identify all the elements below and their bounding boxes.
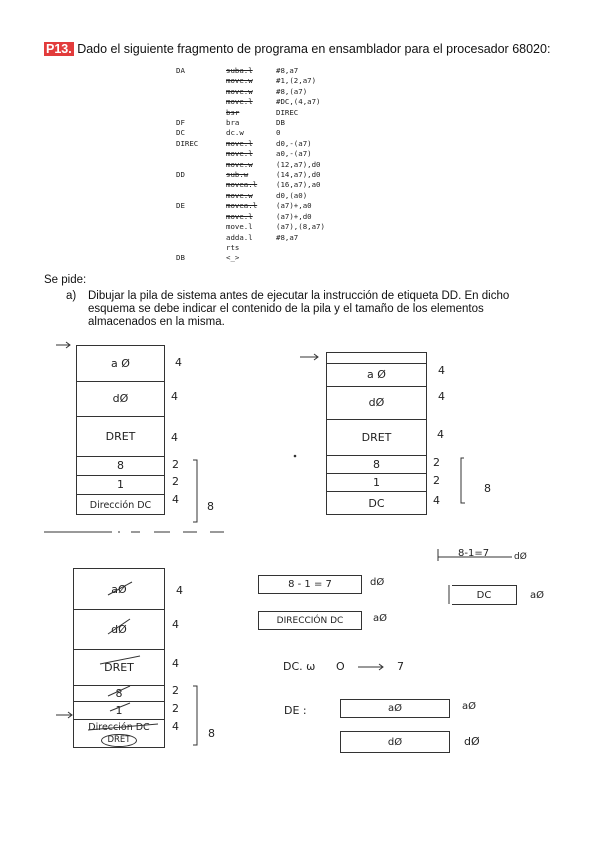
note-calc-mid-reg: dØ [370, 577, 385, 588]
code-op: <_> [226, 253, 240, 263]
code-op: move.w [226, 159, 253, 169]
stack1-size-5: 4 [172, 493, 179, 506]
stack3-size-2: 4 [172, 657, 179, 670]
note-calc-top: 8-1=7 [458, 548, 490, 559]
code-op: move.w [226, 76, 253, 86]
question-intro: Se pide: [44, 274, 87, 286]
stack1-size-1: 4 [171, 390, 178, 403]
note-dir-box: DIRECCIÓN DC [258, 611, 362, 630]
stack1-size-2: 4 [171, 431, 178, 444]
stack1-cell-d0: dØ [77, 381, 164, 417]
code-op: movea.l [226, 201, 258, 211]
code-op: move.l [226, 97, 253, 107]
stack2-size-3: 2 [433, 456, 440, 469]
code-op: move.l [226, 149, 253, 159]
stack2-cell-dret: DRET [327, 419, 426, 456]
note-de-box2: dØ [340, 731, 450, 753]
note-dcw-from: O [336, 660, 345, 673]
note-dc-box: DC [452, 585, 517, 605]
stack3-size-1: 4 [172, 618, 179, 631]
stack2-pointer-arrow [300, 354, 318, 360]
stack3-cell-dret: DRET [74, 649, 164, 686]
stack3-size-5: 4 [172, 720, 179, 733]
code-op: move.l [226, 138, 253, 148]
code-op: bsr [226, 107, 240, 117]
stack2-cell-1: 1 [327, 473, 426, 492]
code-args: d0,(a0) [276, 190, 308, 200]
stack1-size-0: 4 [175, 356, 182, 369]
code-label: DB [176, 253, 185, 263]
stack2-cell-a0: a Ø [327, 363, 426, 387]
stack3-strike-8 [108, 686, 130, 696]
code-op: adda.l [226, 232, 253, 242]
question-item-letter: a) [66, 290, 77, 302]
code-op: dc.w [226, 128, 244, 138]
code-args: DB [276, 118, 285, 128]
code-label: DD [176, 170, 185, 180]
problem-number: P13. [46, 42, 72, 56]
stack3-cell-d0: dØ [74, 609, 164, 650]
stack3-bracket-label: 8 [208, 727, 215, 740]
code-op: movea.l [226, 180, 258, 190]
note-dir-box-reg: aØ [373, 613, 387, 624]
note-calc-mid-box: 8 - 1 = 7 [258, 575, 362, 594]
stack2-size-5: 4 [433, 494, 440, 507]
code-args: #DC,(4,a7) [276, 97, 321, 107]
stack3-pointer-arrow [56, 712, 72, 718]
stack1-cell-8: 8 [77, 456, 164, 476]
stack3-cell-1: 1 [74, 701, 164, 720]
stack3-strike-1 [110, 703, 130, 711]
note-de-reg2: dØ [464, 735, 480, 748]
stack2-size-4: 2 [433, 474, 440, 487]
stack3-size-0: 4 [176, 584, 183, 597]
code-op: move.w [226, 190, 253, 200]
code-op: sub.w [226, 170, 249, 180]
code-args: #8,a7 [276, 66, 299, 75]
stack2-size-1: 4 [438, 390, 445, 403]
code-op: move.l [226, 222, 253, 232]
stack1-bracket [193, 460, 197, 522]
question-line-3: almacenados en la misma. [88, 316, 225, 328]
code-args: 0 [276, 128, 281, 138]
code-label: DA [176, 66, 185, 75]
stack3-bracket [193, 686, 197, 745]
note-de-label: DE : [284, 704, 307, 717]
stack2-cell-8: 8 [327, 455, 426, 474]
note-dcw-to: 7 [397, 660, 404, 673]
stack3-cell-8: 8 [74, 685, 164, 702]
stack3-cell-a0: aØ [74, 569, 164, 610]
stack1-bracket-label: 8 [207, 500, 214, 513]
stack1-cell-1: 1 [77, 475, 164, 495]
dcw-arrow [358, 664, 383, 670]
code-label: DIREC [176, 138, 199, 148]
code-label: DE [176, 201, 185, 211]
stack2-size-2: 4 [437, 428, 444, 441]
code-args: (14,a7),d0 [276, 170, 321, 180]
stack2-bracket-label: 8 [484, 482, 491, 495]
code-args: #8,a7 [276, 232, 299, 242]
code-op: bra [226, 118, 240, 128]
note-de-reg1: aØ [462, 701, 476, 712]
code-args: (a7)+,d0 [276, 211, 312, 221]
note-dc-box-reg: aØ [530, 590, 544, 601]
stack1-cell-dirdc: Dirección DC [89, 499, 152, 511]
code-args: (a7)+,a0 [276, 201, 312, 211]
problem-statement: Dado el siguiente fragmento de programa en ensamblador para el procesador 68020: [77, 42, 551, 56]
code-args: #1,(2,a7) [276, 76, 317, 86]
code-op: move.l [226, 211, 253, 221]
code-args: #8,(a7) [276, 86, 308, 96]
code-args: (a7),(8,a7) [276, 222, 325, 232]
code-label: DC [176, 128, 185, 138]
stack1-cell-a0: a Ø [77, 346, 164, 382]
stack2-bracket [461, 458, 465, 503]
note-calc-top-reg: dØ [514, 552, 527, 562]
stack1-pointer-arrow [56, 342, 70, 348]
stack3-strike-a0 [108, 582, 132, 595]
stack3-strike-d0 [108, 619, 130, 634]
stack1-cell-dret: DRET [77, 416, 164, 457]
code-op: suba.l [226, 66, 253, 75]
code-op: move.w [226, 86, 253, 96]
stray-dot [294, 455, 296, 457]
stack1-size-3: 2 [172, 458, 179, 471]
code-args: d0,-(a7) [276, 138, 312, 148]
stack2-cell-dc: DC [368, 497, 385, 510]
stack3-strike-dret [100, 656, 140, 664]
stack2-size-0: 4 [438, 364, 445, 377]
question-line-2: esquema se debe indicar el contenido de la pila y el tamaño de los elementos [88, 303, 484, 315]
stack3-strike-dirdc [88, 724, 158, 730]
note-dcw-label: DC. ω [283, 660, 316, 673]
code-label: DF [176, 118, 185, 128]
stack3-size-4: 2 [172, 702, 179, 715]
note-de-box1: aØ [340, 699, 450, 718]
code-args: (16,a7),a0 [276, 180, 321, 190]
stack2-cell-d0: dØ [327, 386, 426, 420]
question-line-1: Dibujar la pila de sistema antes de ejecutar la instrucción de etiqueta DD. En dicho [88, 290, 510, 302]
code-op: rts [226, 242, 240, 252]
stack1-size-4: 2 [172, 475, 179, 488]
stack3-dirdc-label: Dirección DC [88, 721, 150, 733]
stack3-circled-dret: DRET [101, 734, 136, 747]
note-calc-top-bracket [438, 549, 512, 561]
code-args: DIREC [276, 107, 299, 117]
stack3-size-3: 2 [172, 684, 179, 697]
code-args: (12,a7),d0 [276, 159, 321, 169]
code-args: a0,-(a7) [276, 149, 312, 159]
